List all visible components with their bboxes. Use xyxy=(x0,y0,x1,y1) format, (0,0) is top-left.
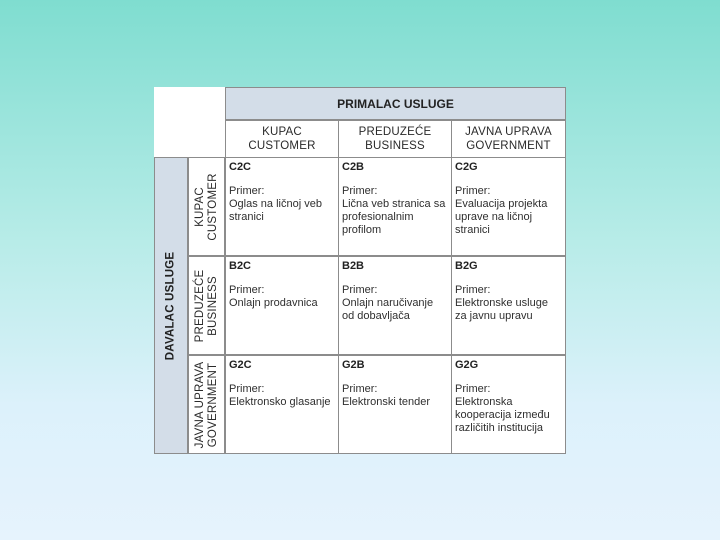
cell-b2g xyxy=(451,256,566,355)
cell-code: G2C xyxy=(229,359,252,371)
row-header-line2: CUSTOMER xyxy=(206,172,219,241)
row-header-customer xyxy=(188,157,225,256)
cell-code: B2C xyxy=(229,260,252,272)
cell-b2b xyxy=(338,256,452,355)
cell-code: C2C xyxy=(229,161,252,173)
column-header-business xyxy=(338,120,452,158)
column-header-line2: GOVERNMENT xyxy=(466,140,551,152)
cell-example-label: Primer: xyxy=(229,185,265,197)
cell-example-label: Primer: xyxy=(342,284,378,296)
cell-example-text: Elektronske usluge za javnu upravu xyxy=(455,297,548,322)
column-header-government xyxy=(451,120,566,158)
provider-header-title: DAVALAC USLUGE xyxy=(164,251,177,360)
row-header-label xyxy=(194,269,220,342)
cell-code: G2G xyxy=(455,359,479,371)
cell-example-label: Primer: xyxy=(342,383,378,395)
provider-header xyxy=(154,157,188,454)
table-corner xyxy=(154,87,225,157)
row-header-label xyxy=(194,361,220,448)
cell-example-text: Elektronski tender xyxy=(342,396,431,408)
cell-g2b xyxy=(338,355,452,454)
cell-g2g xyxy=(451,355,566,454)
column-header-customer xyxy=(225,120,339,158)
column-header-line1: KUPAC xyxy=(262,126,302,138)
cell-code: B2G xyxy=(455,260,478,272)
cell-code: B2B xyxy=(342,260,365,272)
cell-example-label: Primer: xyxy=(455,284,491,296)
cell-code: G2B xyxy=(342,359,365,371)
cell-example-label: Primer: xyxy=(229,383,265,395)
row-header-line2: BUSINESS xyxy=(206,275,219,336)
cell-example-text: Onlajn naručivanje od dobavljača xyxy=(342,297,434,322)
cell-c2c xyxy=(225,157,339,256)
row-header-business xyxy=(188,256,225,355)
cell-example-label: Primer: xyxy=(342,185,378,197)
row-header-line1: PREDUZEĆE xyxy=(193,269,206,342)
cell-example-label: Primer: xyxy=(229,284,265,296)
row-header-line1: KUPAC xyxy=(193,186,206,227)
recipient-header xyxy=(225,87,566,120)
cell-example-text: Elektronska kooperacija između različitih institucija xyxy=(455,396,550,434)
cell-example-label: Primer: xyxy=(455,383,491,395)
cell-example-text: Elektronsko glasanje xyxy=(229,396,331,408)
column-header-line2: BUSINESS xyxy=(365,140,425,152)
cell-c2g xyxy=(451,157,566,256)
cell-c2b xyxy=(338,157,452,256)
cell-example-label: Primer: xyxy=(455,185,491,197)
cell-example-text: Evaluacija projekta uprave na ličnoj stranici xyxy=(455,198,548,236)
cell-example-text: Oglas na ličnoj veb stranici xyxy=(229,198,322,223)
cell-example-text: Lična veb stranica sa profesionalnim profilom xyxy=(342,198,446,236)
row-header-line2: GOVERNMENT xyxy=(206,362,219,447)
column-header-line1: JAVNA UPRAVA xyxy=(465,126,552,138)
cell-g2c xyxy=(225,355,339,454)
column-header-line2: CUSTOMER xyxy=(248,140,316,152)
recipient-header-title: PRIMALAC USLUGE xyxy=(337,96,454,111)
cell-code: C2B xyxy=(342,161,365,173)
row-header-line1: JAVNA UPRAVA xyxy=(193,361,206,448)
cell-b2c xyxy=(225,256,339,355)
row-header-label xyxy=(194,173,220,240)
cell-example-text: Onlajn prodavnica xyxy=(229,297,318,309)
column-header-line1: PREDUZEĆE xyxy=(358,126,432,138)
cell-code: C2G xyxy=(455,161,478,173)
row-header-government xyxy=(188,355,225,454)
